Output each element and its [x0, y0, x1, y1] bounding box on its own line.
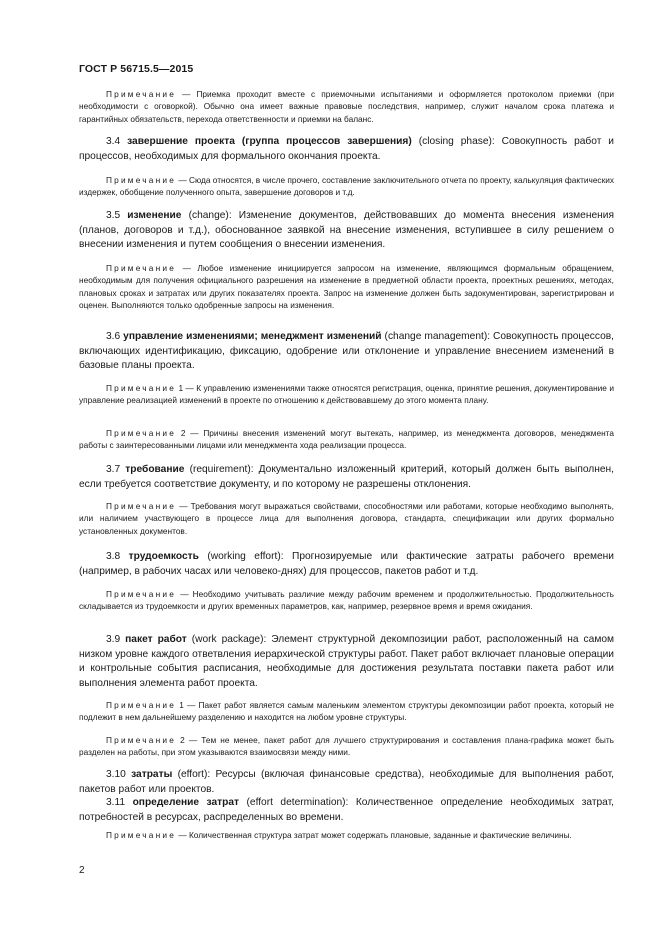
page-number: 2 — [79, 865, 85, 876]
note-paragraph — [79, 500, 614, 537]
note-number: 1 — [178, 383, 184, 393]
note-label: Примечание — [106, 700, 177, 710]
term-name: затраты — [131, 769, 173, 780]
document-header: ГОСТ Р 56715.5—2015 — [79, 63, 194, 75]
note-paragraph — [79, 699, 614, 724]
term-text: (effort): Ресурсы (включая финансовые средства), необходимые для выполнения работ, пакетов работ или проектов. — [79, 769, 614, 795]
term-text: (work package): Элемент структурной декомпозиции работ, расположенный на самом низком уровне каждого ответвления иерархической структуры работ. Пакет работ включает плановые операции и контрольные события расписания, необходимые для достижения результата поставки пакета работ или выполнения элемента работ проекта. — [79, 634, 614, 689]
term-definition — [79, 330, 614, 374]
note-paragraph — [79, 734, 614, 759]
note-label: Примечание — [106, 735, 177, 745]
term-number: 3.7 — [106, 464, 121, 475]
note-label: Примечание — [106, 589, 177, 599]
note-text: — Необходимо учитывать различие между рабочим временем и продолжительностью. Продолжительность складывается из трудоемкости и других временных параметров, как, например, резервное время и время ожидания. — [79, 589, 614, 612]
term-definition — [79, 463, 614, 492]
term-definition — [79, 135, 614, 164]
note-label: Примечание — [106, 830, 177, 840]
term-text: (change): Изменение документов, действовавших до момента внесения изменения (планов, договоров и т.д.), обоснованное заявкой на внесение изменения, вступившее в силу решением о внесении изменения и путем сообщения о внесении изменения. — [79, 210, 614, 251]
note-label: Примечание — [106, 501, 177, 511]
term-number: 3.10 — [106, 769, 126, 780]
note-text: — Требования могут выражаться свойствами, способностями или работами, которые необходимо выполнять, или наличием участвующего в процессе лица для выполнения договора, стандарта, спецификации или других формально установленных документов. — [79, 501, 614, 536]
note-paragraph — [79, 262, 614, 312]
note-label: Примечание — [106, 175, 177, 185]
note-number: 1 — [179, 700, 184, 710]
term-name: трудоемкость — [128, 551, 199, 562]
note-paragraph — [79, 174, 614, 199]
term-name: определение затрат — [132, 797, 240, 808]
note-label: Примечание — [106, 383, 177, 393]
term-text: (requirement): Документально изложенный критерий, который должен быть выполнен, если требуется соответствие документу, и по которому не разрешены отклонения. — [79, 464, 614, 490]
note-label: Примечание — [106, 89, 177, 99]
note-text: — Сюда относятся, в числе прочего, составление заключительного отчета по проекту, калькуляция фактических издержек, обобщение полученного опыта, завершение договоров и т.д. — [79, 175, 614, 198]
term-number: 3.6 — [106, 331, 121, 342]
term-name: изменение — [127, 210, 182, 221]
term-name: требование — [125, 464, 185, 475]
note-number: 2 — [180, 735, 185, 745]
term-name: управление изменениями; менеджмент изменений — [123, 331, 382, 342]
term-definition — [79, 633, 614, 691]
term-definition — [79, 768, 614, 797]
term-name: пакет работ — [125, 634, 187, 645]
note-paragraph — [79, 427, 614, 452]
note-paragraph — [79, 588, 614, 613]
note-text: — Пакет работ является самым маленьким элементом структуры декомпозиции работ проекта, который не подлежит в нем дальнейшему разделению и находится на любом уровне структуры. — [79, 700, 614, 723]
note-text: — Тем не менее, пакет работ для лучшего структурирования и составления плана-графика может быть разделен на работы, при этом указываются взаимосвязи между ними. — [79, 735, 614, 758]
term-definition — [79, 209, 614, 253]
note-paragraph — [79, 382, 614, 407]
term-number: 3.5 — [106, 210, 121, 221]
term-number: 3.11 — [106, 797, 126, 808]
note-text: — Любое изменение инициируется запросом на изменение, являющимся формальным обращением, необходимым для получения официального разрешения на изменение в предметной области проекта, проектных решениях, методах, плановых сроках и затратах или других показателях проекта. Запрос на изменение должен быть задокументирован, зарегистрирован и оценен. Выполняются только одобренные запросы на изменения. — [79, 263, 614, 311]
term-text: (working effort): Прогнозируемые или фактические затраты рабочего времени (например, в рабочих часах или человеко-днях) для процессов, пакетов работ и т.д. — [79, 551, 614, 577]
term-definition — [79, 796, 614, 825]
note-label: Примечание — [106, 263, 177, 273]
term-number: 3.8 — [106, 551, 121, 562]
term-number: 3.4 — [106, 136, 121, 147]
note-text: — К управлению изменениями также относятся регистрация, оценка, принятие решения, документирование и управление реализацией изменений в проекте по отношению к действовавшему до этого момента плану. — [79, 383, 614, 406]
note-label: Примечание — [106, 428, 177, 438]
term-text: (closing phase): Совокупность работ и процессов, необходимых для формального окончания проекта. — [79, 136, 614, 162]
note-text: — Причины внесения изменений могут вытекать, например, из менеджмента договоров, менеджмента работы с заинтересованными лицами или менеджмента хода реализации процесса. — [79, 428, 614, 451]
note-text: — Количественная структура затрат может содержать плановые, заданные и фактические величины. — [178, 830, 572, 840]
note-number: 2 — [180, 428, 186, 438]
note-paragraph — [79, 88, 614, 125]
note-paragraph — [79, 829, 614, 841]
note-text: — Приемка проходит вместе с приемочными испытаниями и оформляется протоколом приемки (при необходимости с оговоркой). Обычно она имеет важные правовые последствия, например, служит началом срока платежа и гарантийных обязательств, перехода ответственности и приемки на баланс. — [79, 89, 615, 124]
term-name: завершение проекта (группа процессов завершения) — [127, 136, 412, 147]
term-number: 3.9 — [106, 634, 121, 645]
term-definition — [79, 550, 614, 579]
term-text: (change management): Совокупность процессов, включающих идентификацию, фиксацию, одобрение или отклонение и управление внесением изменений в базовые планы проекта. — [79, 331, 614, 372]
term-text: (effort determination): Количественное определение необходимых затрат, потребностей в ресурсах, распределенных во времени. — [79, 797, 614, 823]
